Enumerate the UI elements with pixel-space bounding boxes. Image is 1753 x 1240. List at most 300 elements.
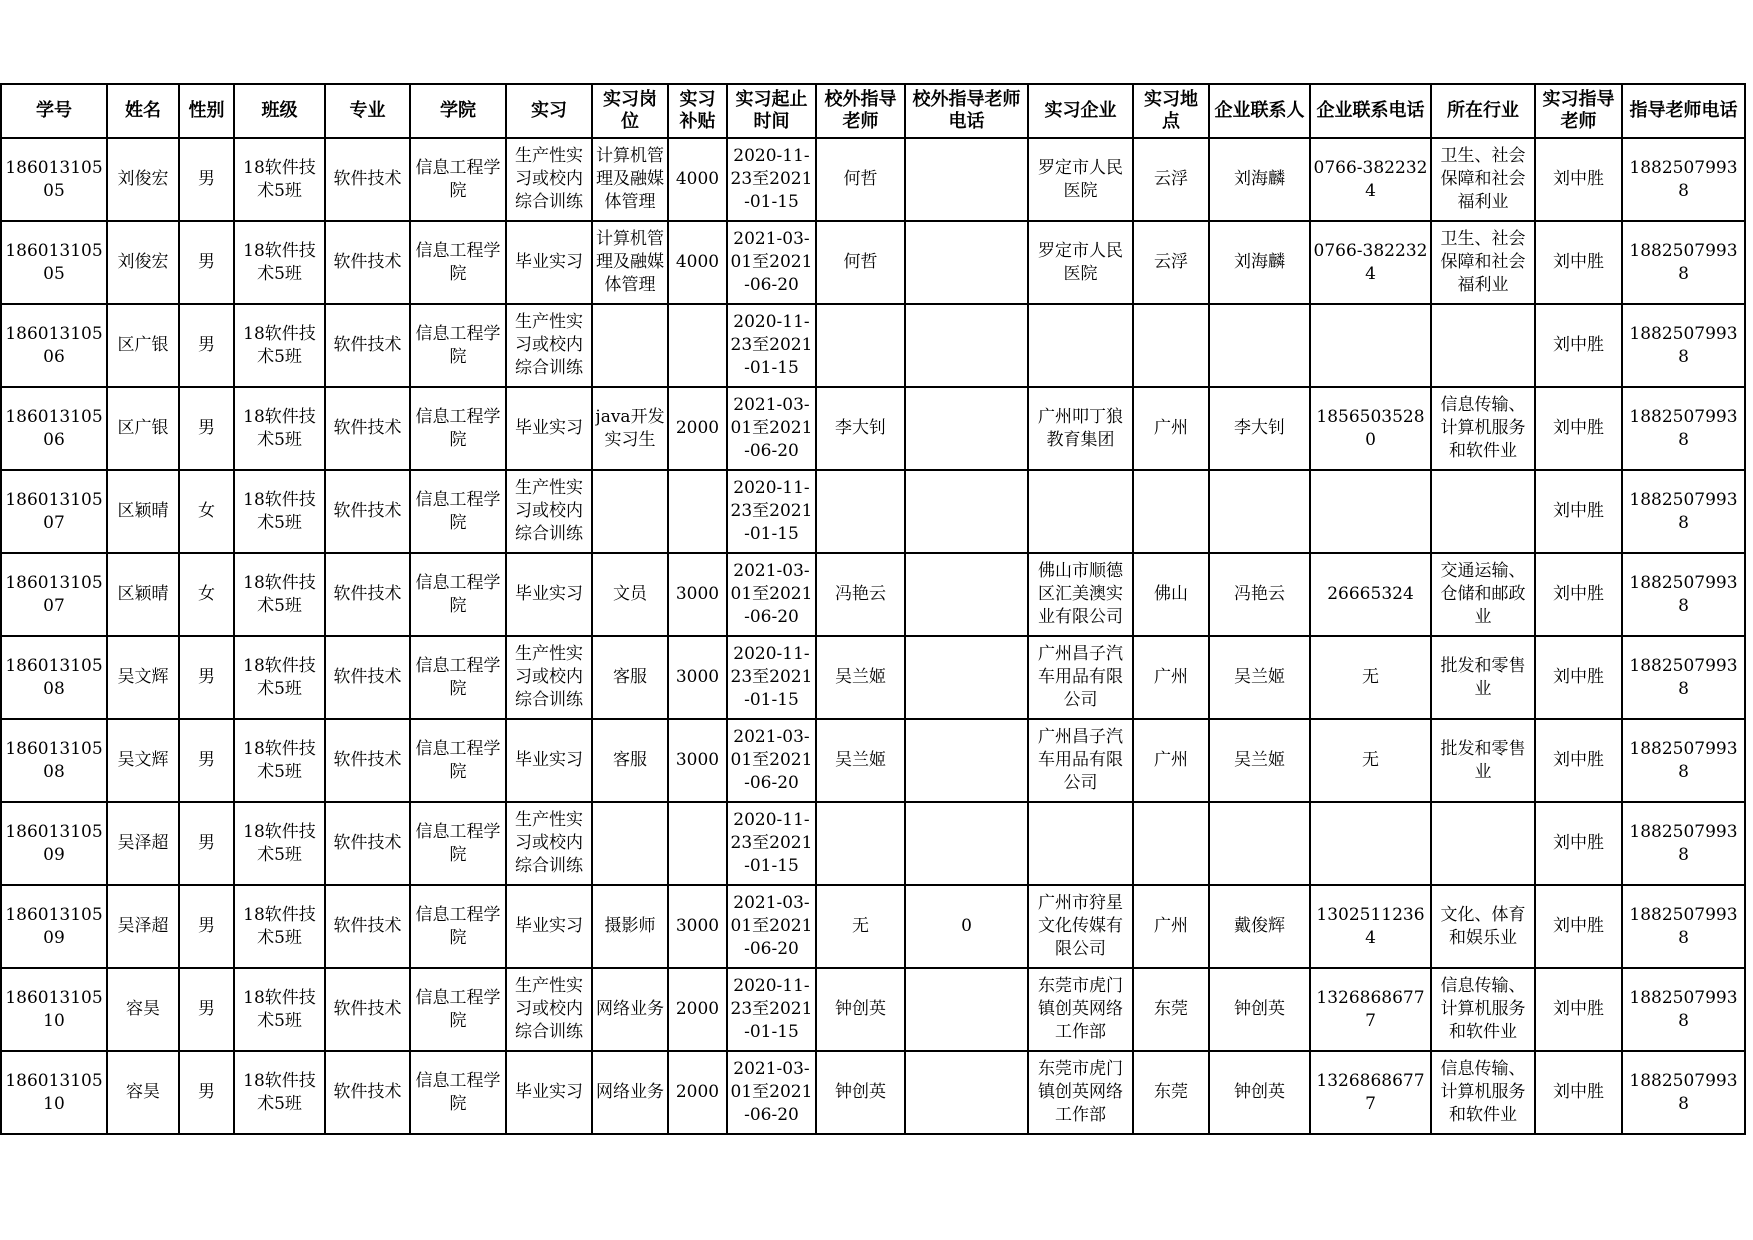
cell-location bbox=[1133, 968, 1209, 1051]
cell-text: 3000 bbox=[675, 750, 720, 770]
cell-company-phone bbox=[1310, 802, 1431, 885]
cell-location bbox=[1133, 138, 1209, 221]
cell-text: 无 bbox=[1362, 667, 1379, 687]
cell-class bbox=[234, 1051, 325, 1134]
cell-company-phone bbox=[1310, 221, 1431, 304]
cell-text: 3000 bbox=[675, 667, 720, 687]
cell-gender bbox=[179, 138, 234, 221]
cell-text: 生产性实习或校内综合训练 bbox=[515, 976, 583, 1042]
cell-position bbox=[592, 221, 668, 304]
cell-text: 容昊 bbox=[126, 999, 160, 1019]
cell-name bbox=[107, 1051, 179, 1134]
cell-location bbox=[1133, 802, 1209, 885]
cell-text: 18601310507 bbox=[5, 489, 103, 533]
header-class: 班级 bbox=[234, 84, 325, 138]
table-row bbox=[1, 636, 1745, 719]
cell-internship-type bbox=[506, 802, 592, 885]
cell-position bbox=[592, 304, 668, 387]
cell-period bbox=[727, 387, 816, 470]
cell-text: 信息工程学院 bbox=[415, 1070, 501, 1114]
cell-text: 2021-03-01至2021-06-20 bbox=[730, 893, 813, 959]
cell-internship-type bbox=[506, 1051, 592, 1134]
cell-text: 2021-03-01至2021-06-20 bbox=[730, 561, 813, 627]
cell-name bbox=[107, 138, 179, 221]
cell-company bbox=[1028, 387, 1133, 470]
cell-text: 刘俊宏 bbox=[117, 169, 169, 189]
cell-mentor-phone bbox=[1622, 221, 1745, 304]
cell-text: 4000 bbox=[675, 252, 720, 272]
header-company: 实习企业 bbox=[1028, 84, 1133, 138]
cell-text: 软件技术 bbox=[333, 418, 402, 438]
cell-text: 佛山 bbox=[1154, 584, 1188, 604]
cell-text: 女 bbox=[198, 584, 215, 604]
cell-college bbox=[410, 802, 506, 885]
cell-college bbox=[410, 470, 506, 553]
cell-text: 容昊 bbox=[126, 1082, 160, 1102]
cell-external-mentor-phone bbox=[905, 470, 1028, 553]
cell-college bbox=[410, 968, 506, 1051]
cell-external-mentor-phone bbox=[905, 636, 1028, 719]
cell-allowance bbox=[668, 387, 727, 470]
cell-text: 毕业实习 bbox=[515, 252, 583, 272]
cell-mentor-phone bbox=[1622, 802, 1745, 885]
cell-text: 13268686777 bbox=[1316, 987, 1425, 1031]
cell-name bbox=[107, 387, 179, 470]
cell-text: 东莞市虎门镇创英网络工作部 bbox=[1038, 1059, 1123, 1125]
cell-text: 2000 bbox=[675, 418, 720, 438]
cell-company-contact bbox=[1209, 387, 1310, 470]
cell-text: 钟创英 bbox=[835, 1082, 886, 1102]
cell-external-mentor-phone bbox=[905, 719, 1028, 802]
cell-text: 罗定市人民医院 bbox=[1038, 157, 1123, 201]
cell-text: 何哲 bbox=[843, 252, 878, 272]
cell-text: 18软件技术5班 bbox=[243, 489, 316, 533]
cell-class bbox=[234, 553, 325, 636]
table-row bbox=[1, 802, 1745, 885]
cell-name bbox=[107, 636, 179, 719]
cell-company bbox=[1028, 1051, 1133, 1134]
cell-external-mentor-phone bbox=[905, 1051, 1028, 1134]
cell-external-mentor-phone bbox=[905, 968, 1028, 1051]
cell-gender bbox=[179, 387, 234, 470]
cell-gender bbox=[179, 968, 234, 1051]
header-allowance: 实习补贴 bbox=[668, 84, 727, 138]
cell-text: 18601310510 bbox=[5, 1070, 103, 1114]
cell-external-mentor bbox=[816, 719, 905, 802]
cell-text: 广州叩丁狼教育集团 bbox=[1038, 406, 1123, 450]
cell-major bbox=[325, 221, 410, 304]
cell-text: java开发实习生 bbox=[595, 406, 665, 450]
cell-company bbox=[1028, 719, 1133, 802]
cell-company-phone bbox=[1310, 968, 1431, 1051]
cell-external-mentor-phone bbox=[905, 138, 1028, 221]
cell-gender bbox=[179, 304, 234, 387]
cell-text: 刘中胜 bbox=[1553, 916, 1604, 936]
cell-mentor bbox=[1535, 553, 1622, 636]
cell-text: 刘中胜 bbox=[1553, 1082, 1604, 1102]
cell-text: 2000 bbox=[675, 1082, 720, 1102]
cell-name bbox=[107, 719, 179, 802]
header-student-id: 学号 bbox=[1, 84, 107, 138]
header-mentor-phone: 指导老师电话 bbox=[1622, 84, 1745, 138]
cell-text: 男 bbox=[198, 418, 215, 438]
cell-text: 18软件技术5班 bbox=[243, 157, 316, 201]
cell-student-id bbox=[1, 885, 107, 968]
cell-internship-type bbox=[506, 885, 592, 968]
cell-text: 区广银 bbox=[117, 418, 169, 438]
table-header bbox=[1, 84, 1745, 138]
header-position: 实习岗位 bbox=[592, 84, 668, 138]
cell-industry bbox=[1431, 221, 1535, 304]
cell-college bbox=[410, 885, 506, 968]
cell-text: 18825079938 bbox=[1629, 1070, 1738, 1114]
cell-text: 18软件技术5班 bbox=[243, 738, 316, 782]
cell-industry bbox=[1431, 553, 1535, 636]
cell-internship-type bbox=[506, 968, 592, 1051]
cell-college bbox=[410, 553, 506, 636]
cell-industry bbox=[1431, 968, 1535, 1051]
cell-text: 4000 bbox=[675, 169, 720, 189]
cell-text: 18825079938 bbox=[1629, 572, 1738, 616]
cell-text: 交通运输、仓储和邮政业 bbox=[1440, 561, 1526, 627]
cell-text: 2020-11-23至2021-01-15 bbox=[730, 644, 813, 710]
cell-text: 云浮 bbox=[1154, 169, 1188, 189]
cell-allowance bbox=[668, 802, 727, 885]
cell-name bbox=[107, 553, 179, 636]
cell-text: 广州昌子汽车用品有限公司 bbox=[1038, 644, 1123, 710]
cell-text: 男 bbox=[198, 169, 215, 189]
cell-external-mentor bbox=[816, 221, 905, 304]
cell-class bbox=[234, 387, 325, 470]
cell-major bbox=[325, 1051, 410, 1134]
cell-text: 18601310506 bbox=[5, 406, 103, 450]
cell-text: 刘中胜 bbox=[1553, 833, 1604, 853]
cell-company-phone bbox=[1310, 885, 1431, 968]
cell-major bbox=[325, 138, 410, 221]
cell-period bbox=[727, 553, 816, 636]
cell-allowance bbox=[668, 1051, 727, 1134]
cell-text: 广州 bbox=[1154, 750, 1188, 770]
cell-position bbox=[592, 1051, 668, 1134]
cell-mentor-phone bbox=[1622, 387, 1745, 470]
cell-external-mentor bbox=[816, 802, 905, 885]
cell-text: 刘中胜 bbox=[1553, 667, 1604, 687]
cell-text: 男 bbox=[198, 833, 215, 853]
cell-company-contact bbox=[1209, 885, 1310, 968]
cell-text: 刘俊宏 bbox=[117, 252, 169, 272]
cell-text: 吴兰姬 bbox=[835, 750, 886, 770]
table-row bbox=[1, 885, 1745, 968]
cell-text: 李大钊 bbox=[835, 418, 886, 438]
cell-student-id bbox=[1, 1051, 107, 1134]
header-company-phone: 企业联系电话 bbox=[1310, 84, 1431, 138]
cell-college bbox=[410, 304, 506, 387]
table-row bbox=[1, 304, 1745, 387]
cell-text: 2000 bbox=[675, 999, 720, 1019]
cell-allowance bbox=[668, 968, 727, 1051]
cell-allowance bbox=[668, 885, 727, 968]
cell-internship-type bbox=[506, 719, 592, 802]
table-row bbox=[1, 387, 1745, 470]
cell-text: 18软件技术5班 bbox=[243, 323, 316, 367]
cell-allowance bbox=[668, 553, 727, 636]
cell-external-mentor-phone bbox=[905, 885, 1028, 968]
cell-gender bbox=[179, 553, 234, 636]
cell-position bbox=[592, 138, 668, 221]
cell-text: 计算机管理及融媒体管理 bbox=[596, 229, 664, 295]
cell-class bbox=[234, 138, 325, 221]
cell-text: 冯艳云 bbox=[835, 584, 886, 604]
header-college: 学院 bbox=[410, 84, 506, 138]
cell-external-mentor-phone bbox=[905, 221, 1028, 304]
cell-text: 男 bbox=[198, 999, 215, 1019]
cell-position bbox=[592, 885, 668, 968]
cell-mentor-phone bbox=[1622, 138, 1745, 221]
cell-text: 生产性实习或校内综合训练 bbox=[515, 146, 583, 212]
cell-company-phone bbox=[1310, 553, 1431, 636]
cell-text: 刘中胜 bbox=[1553, 750, 1604, 770]
cell-mentor bbox=[1535, 221, 1622, 304]
cell-name bbox=[107, 470, 179, 553]
cell-text: 18软件技术5班 bbox=[243, 821, 316, 865]
cell-class bbox=[234, 885, 325, 968]
cell-period bbox=[727, 470, 816, 553]
cell-location bbox=[1133, 553, 1209, 636]
cell-period bbox=[727, 802, 816, 885]
cell-text: 广州 bbox=[1154, 667, 1188, 687]
cell-text: 云浮 bbox=[1154, 252, 1188, 272]
cell-text: 男 bbox=[198, 750, 215, 770]
cell-external-mentor bbox=[816, 1051, 905, 1134]
header-external-mentor-phone: 校外指导老师电话 bbox=[905, 84, 1028, 138]
cell-industry bbox=[1431, 636, 1535, 719]
table-row bbox=[1, 470, 1745, 553]
cell-text: 软件技术 bbox=[333, 169, 402, 189]
cell-company-contact bbox=[1209, 1051, 1310, 1134]
cell-allowance bbox=[668, 221, 727, 304]
header-location: 实习地点 bbox=[1133, 84, 1209, 138]
cell-text: 软件技术 bbox=[333, 833, 402, 853]
cell-mentor bbox=[1535, 885, 1622, 968]
cell-mentor-phone bbox=[1622, 470, 1745, 553]
cell-text: 信息工程学院 bbox=[415, 904, 501, 948]
cell-industry bbox=[1431, 1051, 1535, 1134]
header-major: 专业 bbox=[325, 84, 410, 138]
cell-text: 信息工程学院 bbox=[415, 157, 501, 201]
cell-company-contact bbox=[1209, 553, 1310, 636]
cell-major bbox=[325, 968, 410, 1051]
cell-text: 软件技术 bbox=[333, 584, 402, 604]
cell-mentor-phone bbox=[1622, 304, 1745, 387]
cell-text: 2020-11-23至2021-01-15 bbox=[730, 478, 813, 544]
cell-text: 18601310508 bbox=[5, 738, 103, 782]
cell-text: 刘海麟 bbox=[1234, 169, 1285, 189]
cell-company-contact bbox=[1209, 719, 1310, 802]
cell-text: 18软件技术5班 bbox=[243, 406, 316, 450]
cell-mentor-phone bbox=[1622, 636, 1745, 719]
cell-allowance bbox=[668, 636, 727, 719]
cell-text: 软件技术 bbox=[333, 1082, 402, 1102]
cell-text: 18825079938 bbox=[1629, 904, 1738, 948]
cell-class bbox=[234, 636, 325, 719]
cell-text: 13268686777 bbox=[1316, 1070, 1425, 1114]
cell-internship-type bbox=[506, 304, 592, 387]
cell-company-phone bbox=[1310, 1051, 1431, 1134]
cell-major bbox=[325, 636, 410, 719]
cell-text: 客服 bbox=[613, 750, 647, 770]
cell-text: 佛山市顺德区汇美澳实业有限公司 bbox=[1038, 561, 1123, 627]
cell-allowance bbox=[668, 304, 727, 387]
cell-major bbox=[325, 304, 410, 387]
cell-text: 计算机管理及融媒体管理 bbox=[596, 146, 664, 212]
cell-text: 18825079938 bbox=[1629, 323, 1738, 367]
cell-mentor bbox=[1535, 1051, 1622, 1134]
cell-text: 2020-11-23至2021-01-15 bbox=[730, 976, 813, 1042]
cell-gender bbox=[179, 636, 234, 719]
cell-text: 网络业务 bbox=[596, 999, 664, 1019]
cell-text: 0766-3822324 bbox=[1313, 157, 1428, 201]
cell-text: 吴泽超 bbox=[117, 833, 169, 853]
cell-location bbox=[1133, 470, 1209, 553]
cell-company bbox=[1028, 885, 1133, 968]
cell-text: 信息工程学院 bbox=[415, 821, 501, 865]
cell-text: 钟创英 bbox=[1234, 1082, 1285, 1102]
cell-text: 软件技术 bbox=[333, 335, 402, 355]
cell-text: 刘中胜 bbox=[1553, 999, 1604, 1019]
cell-position bbox=[592, 470, 668, 553]
cell-internship-type bbox=[506, 221, 592, 304]
cell-text: 0 bbox=[961, 916, 972, 936]
cell-industry bbox=[1431, 304, 1535, 387]
cell-text: 吴兰姬 bbox=[1234, 750, 1285, 770]
cell-text: 信息传输、计算机服务和软件业 bbox=[1440, 395, 1526, 461]
cell-text: 26665324 bbox=[1327, 584, 1414, 604]
cell-text: 信息工程学院 bbox=[415, 572, 501, 616]
cell-text: 吴泽超 bbox=[117, 916, 169, 936]
cell-industry bbox=[1431, 802, 1535, 885]
cell-position bbox=[592, 553, 668, 636]
cell-text: 生产性实习或校内综合训练 bbox=[515, 478, 583, 544]
cell-text: 软件技术 bbox=[333, 999, 402, 1019]
cell-text: 刘中胜 bbox=[1553, 418, 1604, 438]
cell-external-mentor-phone bbox=[905, 304, 1028, 387]
cell-text: 2020-11-23至2021-01-15 bbox=[730, 810, 813, 876]
cell-text: 3000 bbox=[675, 584, 720, 604]
cell-mentor bbox=[1535, 719, 1622, 802]
cell-company bbox=[1028, 470, 1133, 553]
cell-company bbox=[1028, 221, 1133, 304]
cell-class bbox=[234, 719, 325, 802]
cell-period bbox=[727, 221, 816, 304]
cell-text: 信息工程学院 bbox=[415, 738, 501, 782]
cell-text: 东莞 bbox=[1154, 999, 1188, 1019]
header-period: 实习起止时间 bbox=[727, 84, 816, 138]
cell-major bbox=[325, 885, 410, 968]
cell-text: 信息工程学院 bbox=[415, 987, 501, 1031]
cell-text: 软件技术 bbox=[333, 750, 402, 770]
cell-text: 18601310506 bbox=[5, 323, 103, 367]
cell-text: 刘中胜 bbox=[1553, 501, 1604, 521]
cell-external-mentor-phone bbox=[905, 802, 1028, 885]
cell-company bbox=[1028, 304, 1133, 387]
cell-mentor-phone bbox=[1622, 1051, 1745, 1134]
cell-mentor bbox=[1535, 304, 1622, 387]
cell-text: 吴兰姬 bbox=[835, 667, 886, 687]
cell-mentor bbox=[1535, 636, 1622, 719]
cell-text: 18软件技术5班 bbox=[243, 904, 316, 948]
cell-text: 生产性实习或校内综合训练 bbox=[515, 810, 583, 876]
cell-location bbox=[1133, 1051, 1209, 1134]
cell-text: 18565035280 bbox=[1316, 406, 1425, 450]
cell-text: 软件技术 bbox=[333, 252, 402, 272]
cell-external-mentor bbox=[816, 553, 905, 636]
cell-position bbox=[592, 387, 668, 470]
cell-text: 卫生、社会保障和社会福利业 bbox=[1440, 146, 1526, 212]
cell-period bbox=[727, 719, 816, 802]
cell-student-id bbox=[1, 553, 107, 636]
cell-text: 18601310507 bbox=[5, 572, 103, 616]
cell-text: 18601310509 bbox=[5, 904, 103, 948]
cell-text: 18825079938 bbox=[1629, 489, 1738, 533]
cell-position bbox=[592, 802, 668, 885]
cell-text: 男 bbox=[198, 916, 215, 936]
header-name: 姓名 bbox=[107, 84, 179, 138]
cell-company-contact bbox=[1209, 138, 1310, 221]
cell-text: 18825079938 bbox=[1629, 240, 1738, 284]
cell-student-id bbox=[1, 802, 107, 885]
cell-text: 女 bbox=[198, 501, 215, 521]
cell-mentor-phone bbox=[1622, 553, 1745, 636]
cell-company bbox=[1028, 553, 1133, 636]
cell-text: 2021-03-01至2021-06-20 bbox=[730, 727, 813, 793]
cell-text: 男 bbox=[198, 335, 215, 355]
cell-text: 区颖晴 bbox=[117, 501, 169, 521]
cell-gender bbox=[179, 470, 234, 553]
cell-mentor bbox=[1535, 968, 1622, 1051]
table-row bbox=[1, 221, 1745, 304]
cell-external-mentor bbox=[816, 636, 905, 719]
cell-text: 网络业务 bbox=[596, 1082, 664, 1102]
cell-text: 李大钊 bbox=[1234, 418, 1285, 438]
cell-text: 毕业实习 bbox=[515, 584, 583, 604]
cell-gender bbox=[179, 221, 234, 304]
cell-text: 毕业实习 bbox=[515, 418, 583, 438]
cell-major bbox=[325, 553, 410, 636]
cell-mentor-phone bbox=[1622, 719, 1745, 802]
cell-college bbox=[410, 719, 506, 802]
cell-text: 18825079938 bbox=[1629, 987, 1738, 1031]
internship-table bbox=[0, 83, 1746, 1135]
cell-allowance bbox=[668, 138, 727, 221]
table-body bbox=[1, 138, 1745, 1134]
cell-text: 何哲 bbox=[843, 169, 878, 189]
cell-internship-type bbox=[506, 470, 592, 553]
cell-internship-type bbox=[506, 553, 592, 636]
cell-text: 广州 bbox=[1154, 916, 1188, 936]
cell-internship-type bbox=[506, 636, 592, 719]
cell-text: 广州市狩星文化传媒有限公司 bbox=[1038, 893, 1123, 959]
cell-text: 软件技术 bbox=[333, 916, 402, 936]
cell-student-id bbox=[1, 387, 107, 470]
cell-industry bbox=[1431, 138, 1535, 221]
cell-text: 区颖晴 bbox=[117, 584, 169, 604]
cell-text: 信息工程学院 bbox=[415, 489, 501, 533]
cell-industry bbox=[1431, 885, 1535, 968]
header-gender: 性别 bbox=[179, 84, 234, 138]
cell-mentor-phone bbox=[1622, 885, 1745, 968]
cell-period bbox=[727, 304, 816, 387]
cell-student-id bbox=[1, 138, 107, 221]
